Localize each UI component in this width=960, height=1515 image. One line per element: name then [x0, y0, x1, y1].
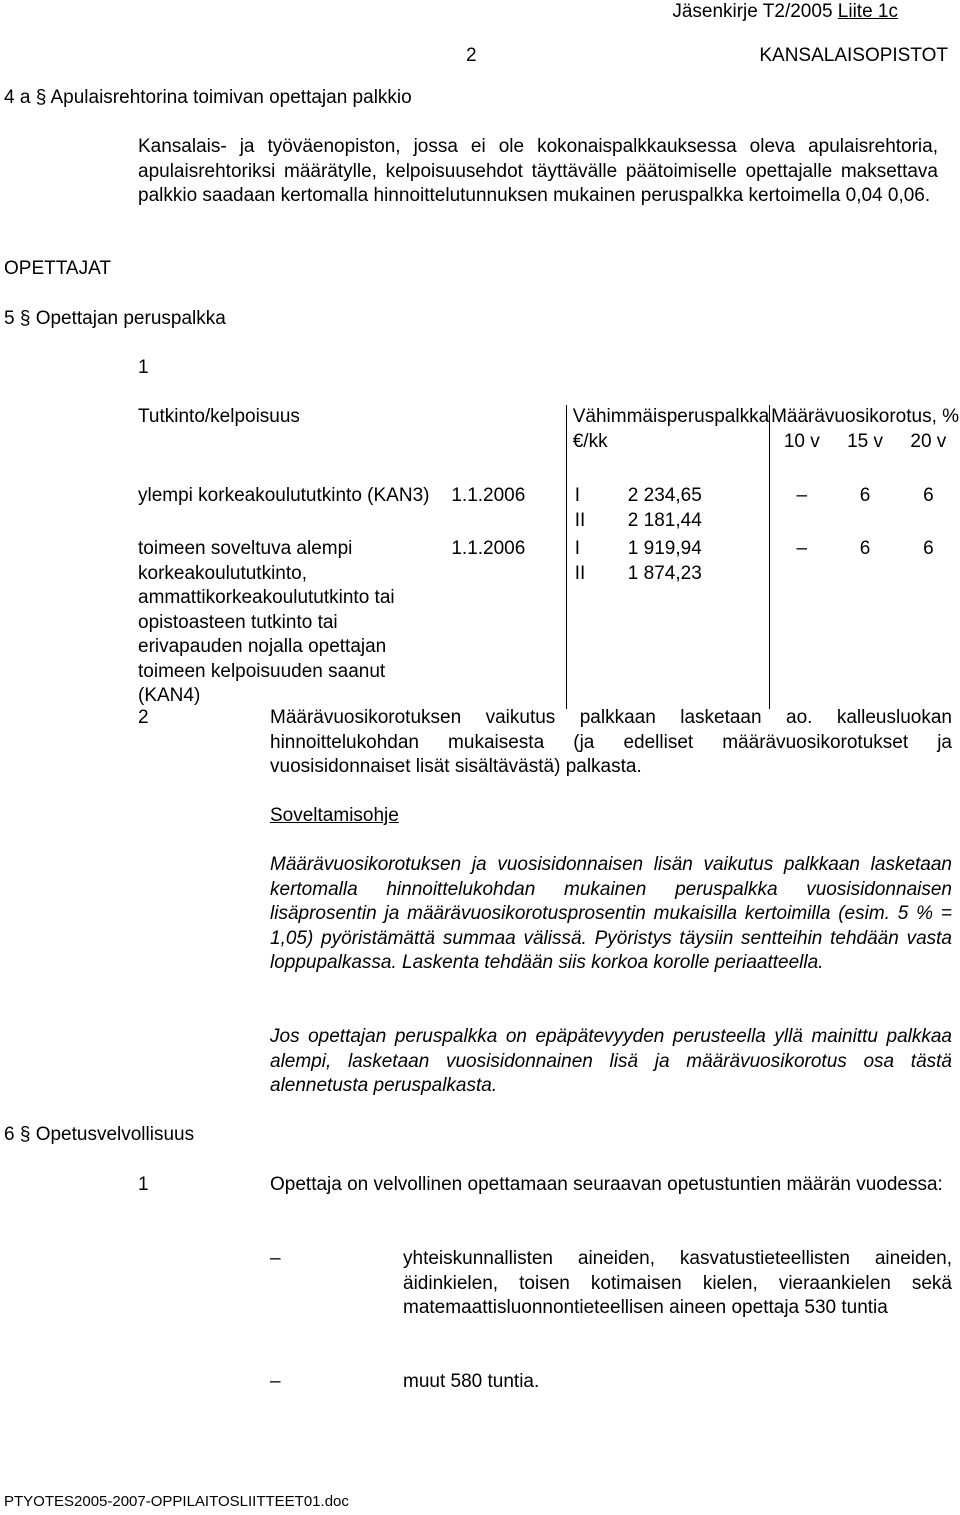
- section-4a-heading: 4 a § Apulaisrehtorina toimivan opettajan palkkio: [4, 87, 412, 108]
- header-increments: Määrävuosikorotus, %: [770, 405, 960, 430]
- section-5-heading: 5 § Opettajan peruspalkka: [4, 308, 226, 329]
- amount-cell: 1 874,23: [627, 562, 702, 584]
- increment-cell: –: [770, 484, 834, 533]
- section-6-heading: 6 § Opetusvelvollisuus: [4, 1124, 195, 1145]
- teachers-label: OPETTAJAT: [4, 258, 111, 279]
- section-tag: KANSALAISOPISTOT: [759, 45, 948, 66]
- list-item: yhteiskunnallisten aineiden, kasvatustieteellisten aineiden, äidinkielen, toisen kotimaisen kielen, vieraankielen sekä matemaattisluonnontieteellisen aineen opettaja 530 tuntia: [403, 1248, 952, 1318]
- grade-cell: II: [574, 509, 586, 531]
- section-6-text: Opettaja on velvollinen opettamaan seuraavan opetustuntien määrän vuodessa:: [270, 1174, 943, 1195]
- increment-cell: 6: [923, 485, 934, 506]
- table-row: [138, 484, 960, 533]
- table-header-row: [138, 405, 960, 430]
- section-4a-text: Kansalais- ja työväenopiston, jossa ei ole kokonaispalkkauksessa oleva apulaisrehtoria, apulaisrehtoriksi määrätylle, kelpoisuusehdot täyttävälle päätoimiselle opettajalle maksettava palkkio saadaan kertomalla hinnoittelutunnuksen mukainen peruspalkka kertoimella 0,04 0,06.: [138, 136, 938, 206]
- list-dash: –: [270, 1371, 281, 1392]
- date-cell: 1.1.2006: [451, 485, 526, 506]
- grade-cell: I: [574, 485, 580, 506]
- qualification-cell: ylempi korkeakoulututkinto (KAN3): [138, 485, 430, 506]
- increment-cell: 6: [923, 538, 934, 559]
- header-year: 20 v: [910, 430, 947, 452]
- grade-cell: I: [574, 538, 580, 559]
- paragraph-number: 2: [138, 707, 149, 728]
- document-header: [672, 0, 898, 25]
- increment-cell: 6: [859, 485, 871, 506]
- header-attachment-link[interactable]: Liite 1c: [837, 1, 898, 22]
- increment-cell: –: [770, 533, 834, 709]
- header-year: 15 v: [847, 430, 884, 452]
- amount-cell: 2 234,65: [627, 485, 702, 506]
- grade-cell: II: [574, 562, 586, 584]
- header-title-prefix: Jäsenkirje T2/2005: [672, 1, 838, 22]
- table-row: [138, 533, 960, 709]
- guidance-title: Soveltamisohje: [270, 805, 399, 826]
- amount-cell: 1 919,94: [627, 538, 702, 559]
- footer-filename: PTYOTES2005-2007-OPPILAITOSLIITTEET01.doc: [4, 1493, 349, 1510]
- amount-cell: 2 181,44: [627, 509, 702, 531]
- salary-table: [138, 405, 960, 709]
- header-min-salary: Vähimmäisperuspalkka €/kk: [566, 405, 769, 454]
- list-dash: –: [270, 1248, 281, 1269]
- page-number: 2: [466, 45, 477, 66]
- list-item: muut 580 tuntia.: [403, 1371, 540, 1392]
- guidance-paragraph-1: Määrävuosikorotuksen ja vuosisidonnaisen lisän vaikutus palkkaan lasketaan kertomalla hinnoittelukohdan mukainen peruspalkka vuosisidonnaisen lisäprosentin ja määrävuosikorotusprosentin mukaisilla kertoimilla (esim. 5 % = 1,05) pyöristämättä summaa välissä. Pyöristys täysiin sentteihin tehdään vasta loppupalkassa. Laskenta tehdään siis korkoa korolle periaatteella.: [270, 854, 952, 973]
- paragraph-number: 1: [138, 1174, 149, 1195]
- header-year: 10 v: [770, 430, 834, 455]
- date-cell: 1.1.2006: [451, 538, 526, 559]
- increment-cell: 6: [859, 538, 871, 559]
- paragraph-number: 1: [138, 357, 149, 378]
- guidance-paragraph-2: Jos opettajan peruspalkka on epäpätevyyden perusteella yllä mainittu palkkaa alempi, lasketaan vuosisidonnainen lisä ja määrävuosikorotus osa tästä alennetusta peruspalkasta.: [270, 1026, 952, 1096]
- qualification-cell: toimeen soveltuva alempi korkeakoulututkinto, ammattikorkeakoulututkinto tai opistoasteen tutkinto tai erivapauden nojalla opettajan toimeen kelpoisuuden saanut (KAN4): [138, 538, 395, 706]
- paragraph-2-text: Määrävuosikorotuksen vaikutus palkkaan lasketaan ao. kalleusluokan hinnoittelukohdan mukaisesta (ja edelliset määrävuosikorotukset ja vuosisidonnaiset lisät sisältävästä) palkasta.: [270, 707, 952, 777]
- header-qualification: Tutkinto/kelpoisuus: [138, 406, 300, 427]
